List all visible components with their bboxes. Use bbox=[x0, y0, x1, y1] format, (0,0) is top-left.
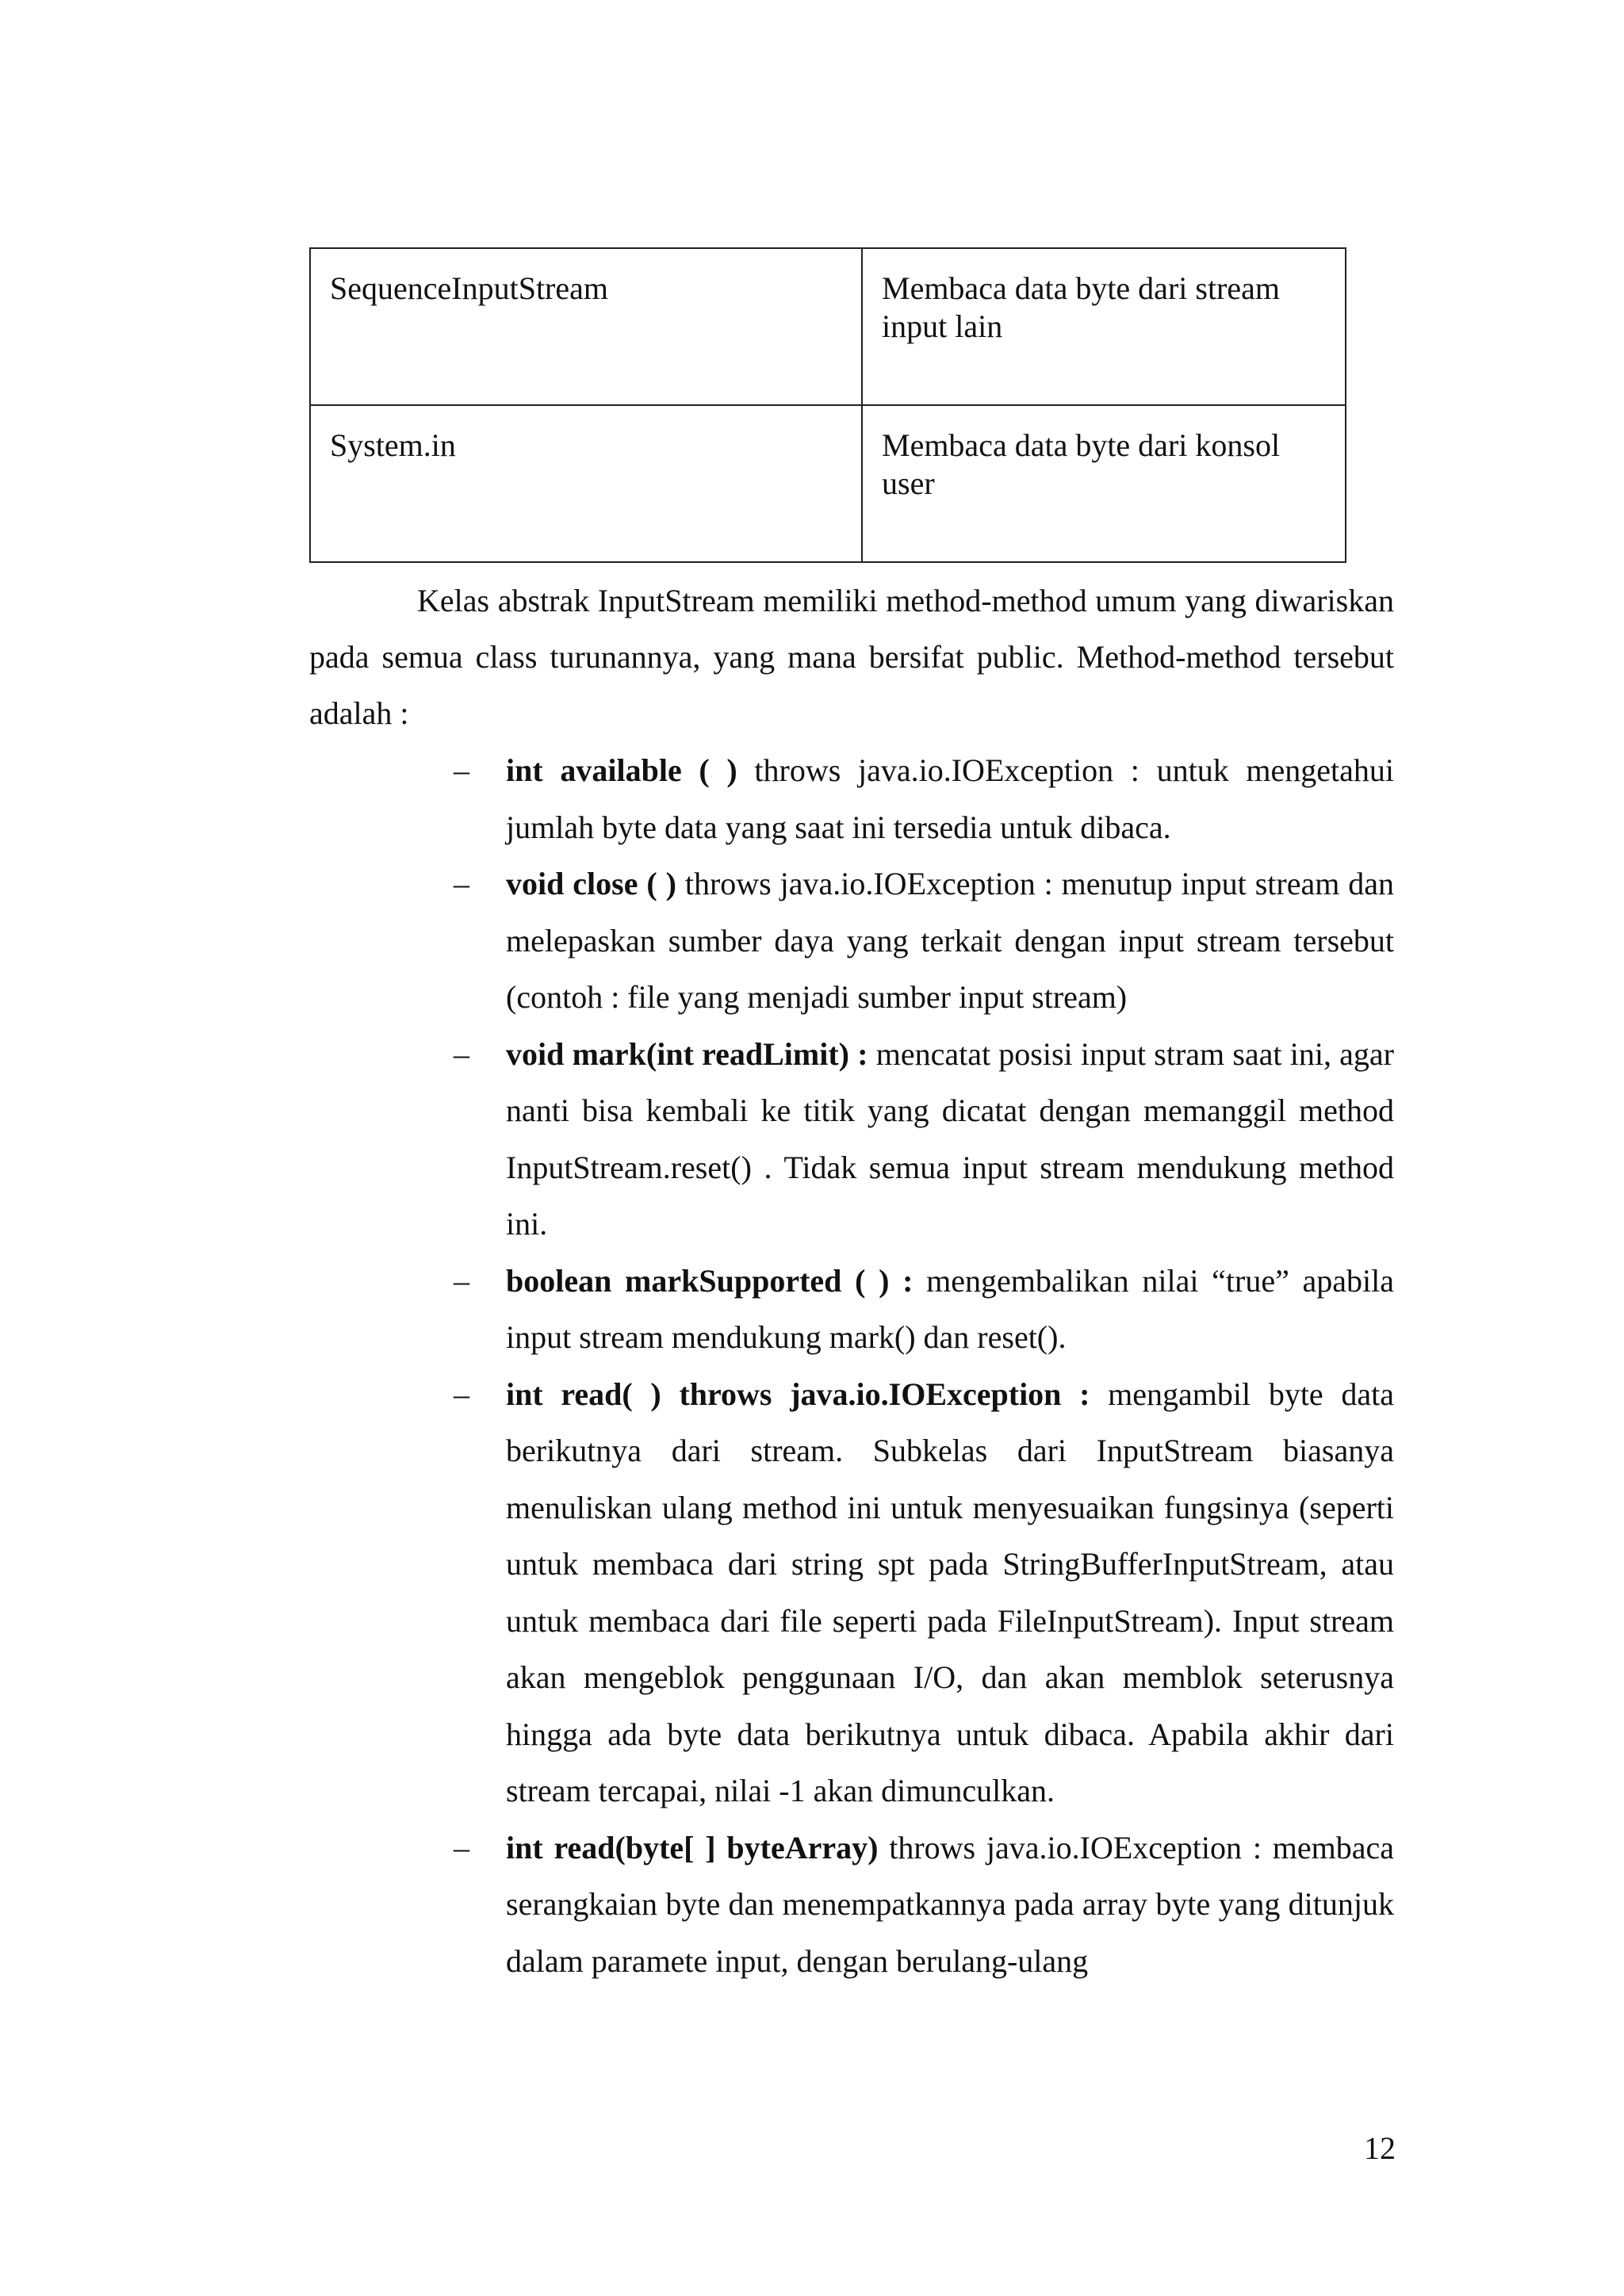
bullet-dash: – bbox=[454, 752, 469, 788]
table-cell-description: Membaca data byte dari konsol user bbox=[862, 405, 1346, 562]
page-number: 12 bbox=[1364, 2130, 1396, 2166]
bullet-dash: – bbox=[454, 1035, 469, 1072]
bullet-dash: – bbox=[454, 1262, 469, 1299]
method-description: throws java.io.IOException : menutup input stream dan melepaskan sumber daya yang terkait dengan input stream tersebut (contoh : file yang menjadi sumber input stream) bbox=[506, 866, 1394, 1015]
method-signature: int available ( ) bbox=[506, 752, 737, 788]
bullet-dash: – bbox=[454, 866, 469, 901]
list-item bbox=[454, 1026, 1394, 1253]
method-signature: int read( ) throws java.io.IOException : bbox=[506, 1376, 1090, 1412]
intro-paragraph: Kelas abstrak InputStream memiliki method-method umum yang diwariskan pada semua class turunannya, yang mana bersifat public. Method-method tersebut adalah : bbox=[309, 583, 1394, 731]
method-description: throws java.io.IOException : membaca serangkaian byte dan menempatkannya pada array byte yang ditunjuk dalam paramete input, dengan berulang-ulang bbox=[506, 1829, 1394, 1979]
list-item bbox=[454, 1366, 1394, 1820]
method-signature: int read(byte[ ] byteArray) bbox=[506, 1829, 879, 1866]
method-signature: void close ( ) bbox=[506, 866, 676, 901]
table-row bbox=[310, 248, 1346, 405]
table-cell-description: Membaca data byte dari stream input lain bbox=[862, 248, 1346, 405]
bullet-dash: – bbox=[454, 1829, 469, 1866]
table-row bbox=[310, 405, 1346, 562]
method-list bbox=[454, 742, 1395, 1989]
list-item bbox=[454, 1253, 1395, 1366]
stream-class-table bbox=[309, 247, 1346, 563]
method-signature: void mark(int readLimit) : bbox=[506, 1035, 868, 1072]
method-description: throws java.io.IOException : untuk mengetahui jumlah byte data yang saat ini tersedia untuk dibaca. bbox=[506, 752, 1394, 845]
table-cell-class-name: SequenceInputStream bbox=[310, 248, 862, 405]
method-description: mencatat posisi input stram saat ini, agar nanti bisa kembali ke titik yang dicatat dengan memanggil method InputStream.reset() . Tidak semua input stream mendukung method ini. bbox=[506, 1035, 1394, 1242]
method-signature: boolean markSupported ( ) : bbox=[506, 1262, 914, 1299]
table-cell-class-name: System.in bbox=[310, 405, 862, 562]
method-description: mengambil byte data berikutnya dari stream. Subkelas dari InputStream biasanya menuliskan ulang method ini untuk menyesuaikan fungsinya (seperti untuk membaca dari string spt pada StringBufferInputStream, atau untuk membaca dari file seperti pada FileInputStream). Input stream akan mengeblok penggunaan I/O, dan akan memblok seterusnya hingga ada byte data berikutnya untuk dibaca. Apabila akhir dari stream tercapai, nilai -1 akan dimunculkan. bbox=[506, 1376, 1394, 1808]
bullet-dash: – bbox=[454, 1376, 469, 1412]
method-description: mengembalikan nilai “true” apabila input stream mendukung mark() dan reset(). bbox=[506, 1262, 1395, 1355]
list-item bbox=[454, 855, 1394, 1026]
list-item bbox=[454, 1820, 1394, 1990]
list-item bbox=[454, 742, 1394, 855]
